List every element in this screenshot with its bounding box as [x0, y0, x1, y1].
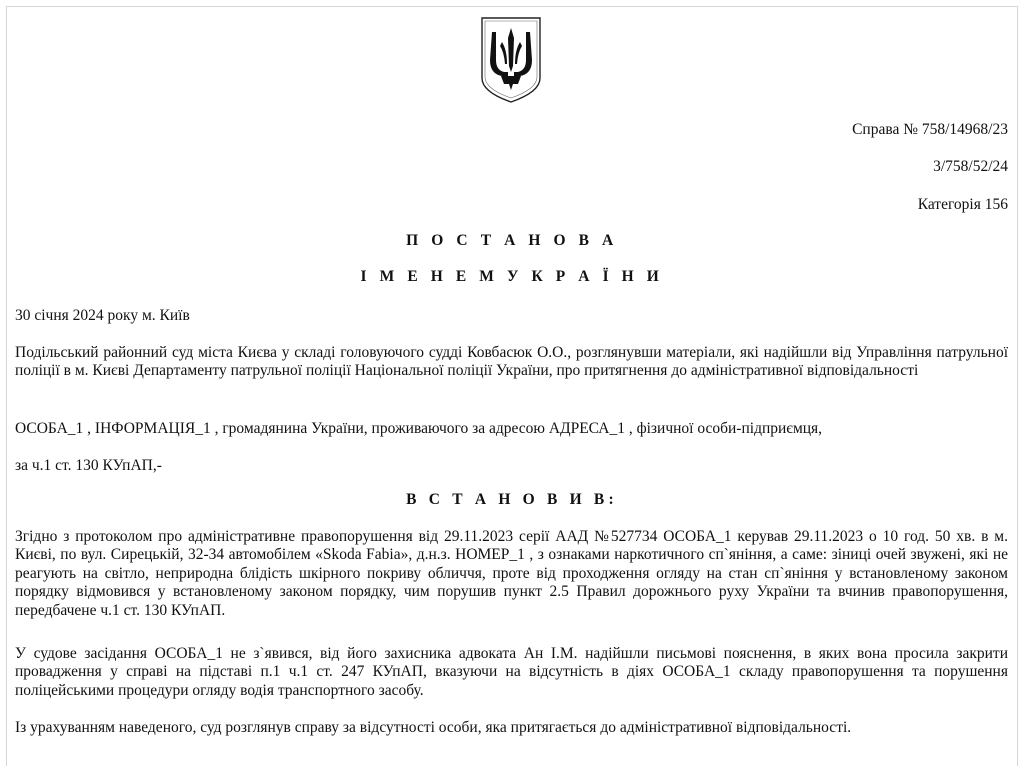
ukraine-trident-emblem-icon [480, 16, 542, 104]
person-details: ОСОБА_1 , ІНФОРМАЦІЯ_1 , громадянина України, проживаючого за адресою АДРЕСА_1 , фізичної особи-підприємця, [15, 420, 823, 437]
proceeding-number: 3/758/52/24 [933, 158, 1008, 175]
protocol-paragraph: Згідно з протоколом про адміністративне правопорушення від 29.11.2023 серії ААД №527734 ОСОБА_1 керував 29.11.2023 о 10 год. 50 хв. в м. Києві, по вул. Сирецькій, 32-34 автомобілем «Skoda Fabia», д.н.з. НОМЕР_1 , з ознаками наркотичного сп`яніння, а саме: зіниці очей звужені, які не реагують на світло, неприродна блідість шкірного покриву обличчя, проте від проходження огляду на стан сп`яніння у встановленому законом порядку відмовився у встановленому законом порядку, чим порушив пункт 2.5 Правил дорожнього руху України та вчинив правопорушення, передбачене ч.1 ст. 130 КУпАП. [15, 528, 1008, 619]
intro-paragraph: Подільський районний суд міста Києва у складі головуючого судді Ковбасюк О.О., розглянувши матеріали, які надійшли від Управління патрульної поліції в м. Києві Департаменту патрульної поліції Національної поліції України, про притягнення до адміністративної відповідальності [15, 344, 1008, 380]
considering-paragraph: Із урахуванням наведеного, суд розглянув справу за відсутності особи, яка притягається до адміністративної відповідальності. [15, 719, 852, 736]
document-title: П О С Т А Н О В А [406, 232, 618, 249]
date-place: 30 січня 2024 року м. Київ [15, 307, 190, 324]
established-heading: В С Т А Н О В И В: [406, 491, 618, 508]
case-number: Справа № 758/14968/23 [852, 121, 1008, 138]
court-session-paragraph: У судове засідання ОСОБА_1 не з`явився, від його захисника адвоката Ан І.М. надійшли письмові пояснення, в яких вона просила закрити провадження у справі на підставі п.1 ч.1 ст. 247 КУпАП, вказуючи на відсутність в діях ОСОБА_1 складу правопорушення та порушення поліцейськими процедури огляду водія транспортного засобу. [15, 645, 1008, 699]
article-reference: за ч.1 ст. 130 КУпАП,- [15, 457, 162, 474]
case-category: Категорія 156 [917, 196, 1008, 213]
in-name-of-ukraine-heading: І М Е Н Е М У К Р А Ї Н И [360, 268, 664, 285]
